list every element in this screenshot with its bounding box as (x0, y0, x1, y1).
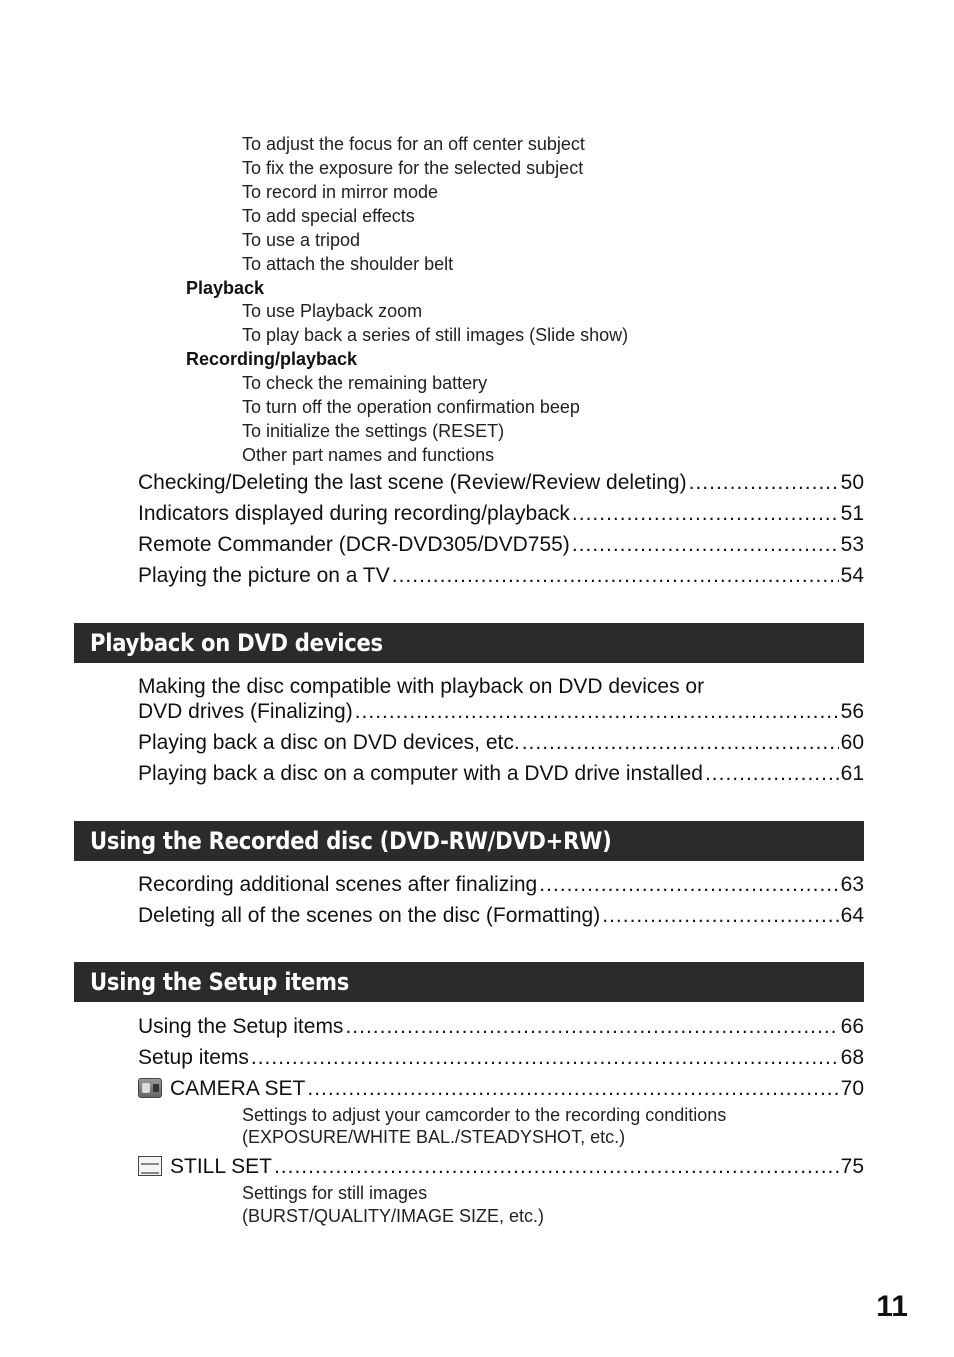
toc-entry-title: Recording additional scenes after finalizing (138, 873, 538, 896)
toc-entry[interactable] (138, 469, 864, 497)
page-number: 11 (876, 1290, 908, 1323)
leader-dots (705, 760, 839, 788)
leader-dots (251, 1044, 839, 1072)
toc-entry[interactable] (138, 1013, 864, 1041)
leader-dots (345, 1013, 838, 1041)
toc-entry-still-set[interactable] (138, 1153, 864, 1181)
toc-entry-page: 75 (840, 1155, 864, 1178)
toc-subitem: To play back a series of still images (Slide show) (242, 325, 629, 345)
toc-entry-description: Settings to adjust your camcorder to the recording conditions (242, 1105, 727, 1125)
leader-dots (522, 729, 839, 757)
toc-entry-page: 64 (840, 904, 864, 927)
leader-dots (689, 469, 839, 497)
toc-entry[interactable] (138, 729, 864, 757)
toc-entry-title: Setup items (138, 1046, 249, 1069)
section-header-dvd-playback: Playback on DVD devices (74, 623, 864, 663)
leader-dots (307, 1075, 838, 1103)
camcorder-icon (138, 1078, 162, 1098)
toc-subitem: To turn off the operation confirmation beep (242, 397, 580, 417)
toc-entry[interactable] (138, 871, 864, 899)
toc-subitem: To use a tripod (242, 230, 361, 250)
toc-entry[interactable] (138, 1044, 864, 1072)
section-header-recorded-disc: Using the Recorded disc (DVD-RW/DVD+RW) (74, 821, 864, 861)
toc-subheading-playback: Playback (186, 278, 265, 298)
toc-subitem: To attach the shoulder belt (242, 254, 454, 274)
toc-entry[interactable] (138, 902, 864, 930)
toc-entry[interactable] (138, 531, 864, 559)
leader-dots (274, 1153, 839, 1181)
toc-entry-camera-set[interactable] (138, 1075, 864, 1103)
toc-subheading-recording-playback: Recording/playback (186, 349, 358, 369)
leader-dots (392, 562, 839, 590)
toc-subitem: Other part names and functions (242, 445, 495, 465)
toc-entry-title: Using the Setup items (138, 1015, 344, 1038)
toc-entry-description: Settings for still images (242, 1183, 428, 1203)
toc-subitem: To check the remaining battery (242, 373, 488, 393)
toc-entry-page: 63 (840, 873, 864, 896)
leader-dots (572, 500, 839, 528)
toc-entry-description: (BURST/QUALITY/IMAGE SIZE, etc.) (242, 1206, 545, 1226)
toc-entry-description: (EXPOSURE/WHITE BAL./STEADYSHOT, etc.) (242, 1127, 626, 1147)
toc-entry-title: Playing back a disc on a computer with a DVD drive installed (138, 762, 703, 785)
toc-entry-page: 70 (840, 1077, 864, 1100)
toc-entry-page: 51 (840, 502, 864, 525)
toc-entry[interactable] (138, 698, 864, 726)
toc-entry-title: Making the disc compatible with playback on DVD devices or (138, 675, 705, 698)
toc-subitem: To initialize the settings (RESET) (242, 421, 505, 441)
toc-entry-page: 66 (840, 1015, 864, 1038)
toc-subitem: To add special effects (242, 206, 415, 226)
section-header-setup-items: Using the Setup items (74, 962, 864, 1002)
toc-subitem: To use Playback zoom (242, 301, 423, 321)
toc-entry-title: Remote Commander (DCR-DVD305/DVD755) (138, 533, 570, 556)
toc-entry-title: Deleting all of the scenes on the disc (Formatting) (138, 904, 601, 927)
toc-entry[interactable] (138, 500, 864, 528)
leader-dots (602, 902, 838, 930)
leader-dots (539, 871, 838, 899)
toc-entry-title: CAMERA SET (170, 1077, 306, 1100)
toc-subitem: To record in mirror mode (242, 182, 439, 202)
toc-entry-page: 56 (840, 700, 864, 723)
toc-entry-page: 50 (840, 471, 864, 494)
leader-dots (355, 698, 839, 726)
toc-entry-title: DVD drives (Finalizing) (138, 700, 353, 723)
toc-entry-title: Playing back a disc on DVD devices, etc. (138, 731, 520, 754)
toc-subitem: To adjust the focus for an off center subject (242, 134, 585, 154)
toc-entry-page: 60 (840, 731, 864, 754)
toc-entry[interactable] (138, 760, 864, 788)
toc-entry-title: STILL SET (170, 1155, 272, 1178)
toc-entry-page: 61 (840, 762, 864, 785)
toc-entry-title: Playing the picture on a TV (138, 564, 390, 587)
still-image-icon (138, 1156, 162, 1176)
toc-entry-title: Indicators displayed during recording/playback (138, 502, 570, 525)
toc-subitem: To fix the exposure for the selected subject (242, 158, 584, 178)
toc-entry-page: 53 (840, 533, 864, 556)
toc-entry-page: 68 (840, 1046, 864, 1069)
leader-dots (572, 531, 839, 559)
toc-entry-page: 54 (840, 564, 864, 587)
toc-entry-title: Checking/Deleting the last scene (Review/Review deleting) (138, 471, 687, 494)
toc-entry[interactable] (138, 562, 864, 590)
